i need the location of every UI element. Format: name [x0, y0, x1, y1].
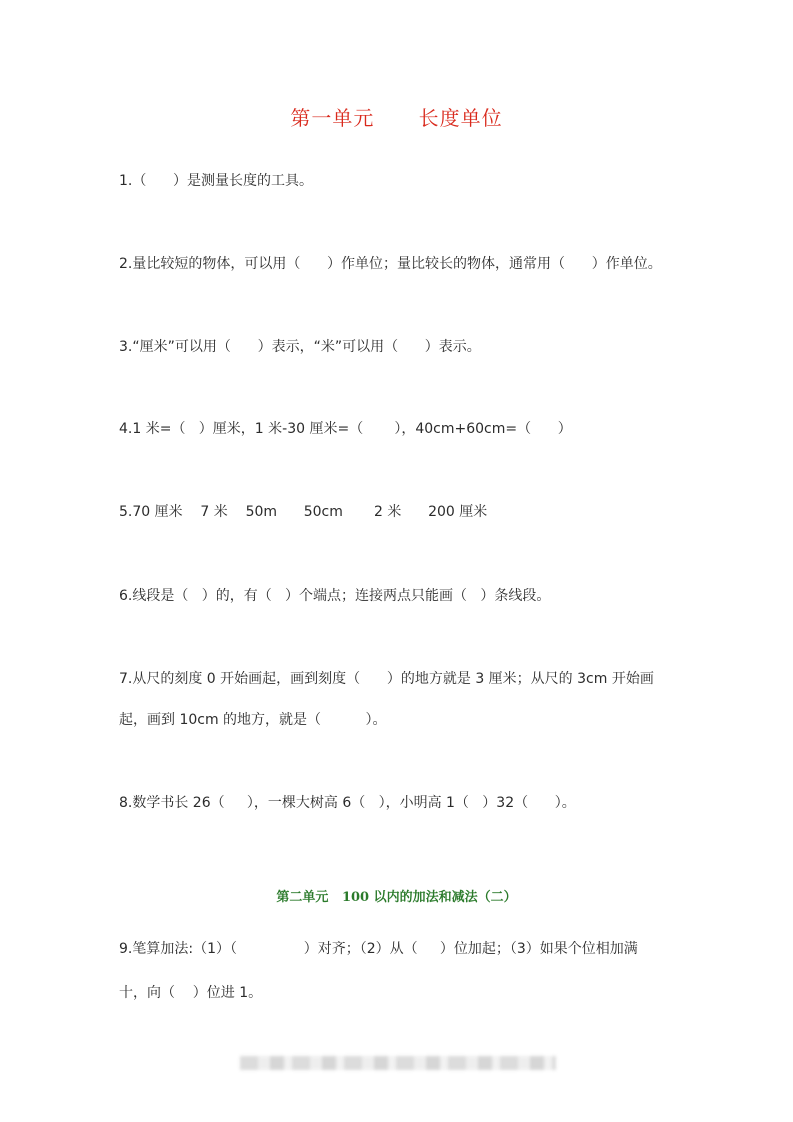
- question-9-line-1: 9.笔算加法:（1）（ ）对齐；（2）从（ ）位加起；（3）如果个位相加满: [119, 941, 638, 957]
- unit2-title: 第二单元 100 以内的加法和减法（二）: [276, 890, 517, 905]
- question-5: 5.70 厘米 7 米 50m 50cm 2 米 200 厘米: [119, 504, 488, 520]
- question-9-line-2: 十，向（ ）位进 1。: [119, 985, 263, 1001]
- blurred-footer: [240, 1056, 556, 1070]
- question-8: 8.数学书长 26（ ），一棵大树高 6（ ），小明高 1（ ）32（ ）。: [119, 795, 576, 811]
- question-1: 1.（ ）是测量长度的工具。: [119, 173, 314, 189]
- question-4: 4.1 米=（ ）厘米，1 米-30 厘米=（ ），40cm+60cm=（ ）: [119, 421, 572, 437]
- question-2: 2.量比较短的物体，可以用（ ）作单位；量比较长的物体，通常用（ ）作单位。: [119, 256, 662, 272]
- question-7-line-2: 起，画到 10cm 的地方，就是（ ）。: [119, 712, 387, 728]
- question-6: 6.线段是（ ）的，有（ ）个端点；连接两点只能画（ ）条线段。: [119, 588, 551, 604]
- question-7-line-1: 7.从尺的刻度 0 开始画起，画到刻度（ ）的地方就是 3 厘米；从尺的 3cm 开始画: [119, 671, 654, 687]
- unit1-title: 第一单元 长度单位: [290, 106, 503, 130]
- question-3: 3.“厘米”可以用（ ）表示，“米”可以用（ ）表示。: [119, 339, 481, 355]
